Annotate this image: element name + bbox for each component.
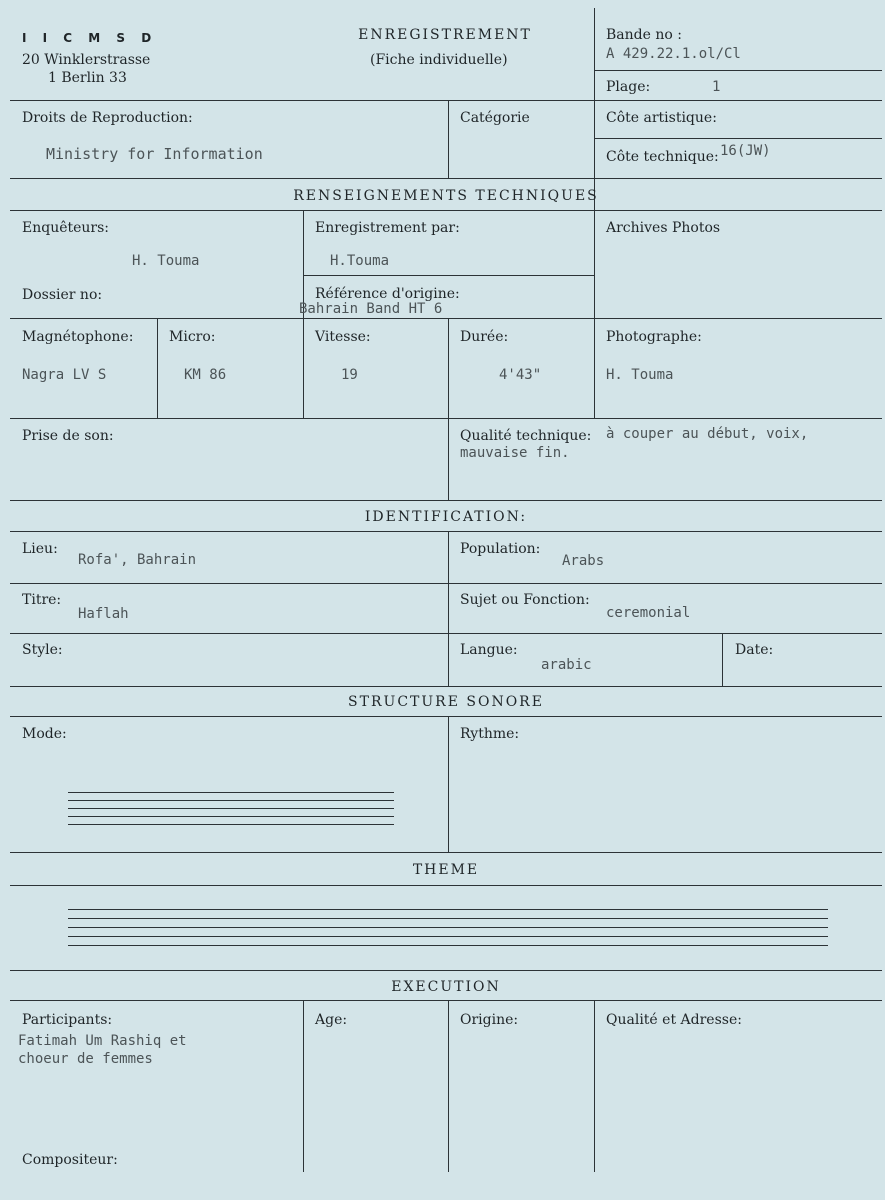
compositeur-label: Compositeur:	[22, 1152, 118, 1168]
categorie-label: Catégorie	[460, 110, 530, 126]
participants-value-2: choeur de femmes	[18, 1051, 153, 1067]
form-subtitle: (Fiche individuelle)	[370, 52, 508, 68]
section-title-identification: IDENTIFICATION:	[364, 509, 528, 525]
rule	[594, 138, 882, 139]
qualite-technique-value-2: mauvaise fin.	[460, 445, 570, 461]
magnetophone-label: Magnétophone:	[22, 329, 134, 345]
staff-line	[68, 808, 394, 809]
cote-artistique-label: Côte artistique:	[606, 110, 717, 126]
qualite-adresse-label: Qualité et Adresse:	[606, 1012, 742, 1028]
section-title-technical: RENSEIGNEMENTS TECHNIQUES	[293, 188, 599, 204]
rule	[10, 716, 882, 717]
origine-label: Origine:	[460, 1012, 519, 1028]
rule	[10, 318, 882, 319]
sujet-value: ceremonial	[606, 605, 691, 621]
vitesse-label: Vitesse:	[315, 329, 371, 345]
rule	[10, 500, 882, 501]
rule	[448, 531, 449, 686]
participants-label: Participants:	[22, 1012, 113, 1028]
participants-value-1: Fatimah Um Rashiq et	[18, 1033, 187, 1049]
rule	[10, 418, 882, 419]
mode-label: Mode:	[22, 726, 67, 742]
rule	[594, 70, 882, 71]
rule	[448, 1000, 449, 1172]
staff-line	[68, 800, 394, 801]
langue-value: arabic	[541, 657, 592, 673]
droits-label: Droits de Reproduction:	[22, 110, 193, 126]
magnetophone-value: Nagra LV S	[22, 367, 107, 383]
langue-label: Langue:	[460, 642, 518, 658]
rule	[722, 633, 723, 686]
staff-line	[68, 909, 828, 910]
staff-line	[68, 927, 828, 928]
rythme-label: Rythme:	[460, 726, 520, 742]
org-logo: I I C M S D	[22, 31, 158, 45]
qualite-technique-label: Qualité technique:	[460, 428, 592, 444]
rule	[303, 275, 594, 276]
form-title: ENREGISTREMENT	[358, 27, 532, 43]
rule	[303, 1000, 304, 1172]
plage-value: 1	[712, 79, 721, 95]
archives-photos-label: Archives Photos	[606, 220, 721, 236]
rule	[448, 100, 449, 178]
photographe-value: H. Touma	[606, 367, 674, 383]
reference-label: Référence d'origine:	[315, 286, 460, 302]
cote-technique-label: Côte technique:	[606, 149, 719, 165]
population-value: Arabs	[562, 553, 605, 569]
age-label: Age:	[315, 1012, 348, 1028]
section-title-execution: EXECUTION	[391, 979, 501, 995]
micro-value: KM 86	[184, 367, 227, 383]
cote-technique-value: 16(JW)	[720, 143, 771, 159]
rule	[10, 210, 882, 211]
rule	[10, 1000, 882, 1001]
address-line-2: 1 Berlin 33	[48, 70, 127, 86]
rule	[448, 716, 449, 852]
sujet-label: Sujet ou Fonction:	[460, 592, 590, 608]
titre-value: Haflah	[78, 606, 129, 622]
rule	[10, 100, 882, 101]
staff-line	[68, 945, 828, 946]
style-label: Style:	[22, 642, 63, 658]
rule	[10, 531, 882, 532]
photographe-label: Photographe:	[606, 329, 702, 345]
dossier-label: Dossier no:	[22, 287, 103, 303]
micro-label: Micro:	[169, 329, 216, 345]
lieu-value: Rofa', Bahrain	[78, 552, 197, 568]
droits-value: Ministry for Information	[46, 145, 263, 163]
enregistrement-par-value: H.Touma	[330, 253, 390, 269]
staff-line	[68, 792, 394, 793]
rule	[10, 633, 882, 634]
rule	[157, 318, 158, 418]
reference-value: Bahrain Band HT 6	[299, 301, 443, 317]
section-title-structure: STRUCTURE SONORE	[348, 694, 544, 710]
staff-line	[68, 936, 828, 937]
rule	[594, 210, 595, 418]
qualite-technique-value-1: à couper au début, voix,	[606, 426, 809, 442]
titre-label: Titre:	[22, 592, 62, 608]
rule	[10, 686, 882, 687]
address-line-1: 20 Winklerstrasse	[22, 52, 151, 68]
rule	[10, 852, 882, 853]
rule	[594, 1000, 595, 1172]
section-title-theme: THEME	[412, 862, 480, 878]
enqueteurs-value: H. Touma	[132, 253, 200, 269]
rule	[10, 885, 882, 886]
plage-label: Plage:	[606, 79, 651, 95]
population-label: Population:	[460, 541, 541, 557]
rule	[10, 178, 882, 179]
rule	[448, 318, 449, 500]
rule	[10, 583, 882, 584]
enqueteurs-label: Enquêteurs:	[22, 220, 110, 236]
rule	[594, 8, 595, 210]
enregistrement-par-label: Enregistrement par:	[315, 220, 460, 236]
staff-line	[68, 918, 828, 919]
bande-label: Bande no :	[606, 27, 682, 43]
duree-value: 4'43"	[499, 367, 542, 383]
prise-de-son-label: Prise de son:	[22, 428, 114, 444]
date-label: Date:	[735, 642, 774, 658]
staff-line	[68, 824, 394, 825]
rule	[10, 970, 882, 971]
lieu-label: Lieu:	[22, 541, 58, 557]
duree-label: Durée:	[460, 329, 509, 345]
vitesse-value: 19	[341, 367, 358, 383]
bande-value: A 429.22.1.ol/Cl	[606, 46, 741, 62]
staff-line	[68, 816, 394, 817]
